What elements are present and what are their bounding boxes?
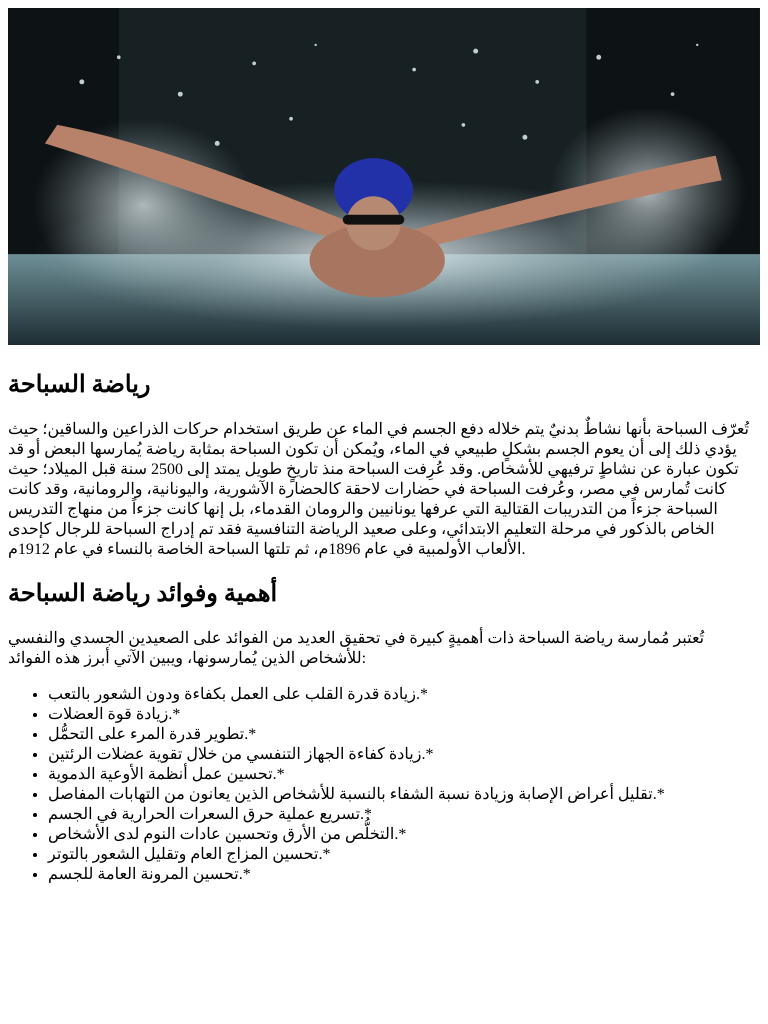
benefits-list [8, 684, 760, 884]
bullet-star: * [364, 805, 373, 823]
list-item: • تسريع عملية حرق السعرات الحرارية في الجسم.* [48, 804, 760, 824]
bullet-star: * [172, 705, 181, 723]
bullet-star: * [242, 865, 251, 883]
list-item: • تحسين عمل أنظمة الأوعية الدموية.* [48, 764, 760, 784]
list-item: • التخلُّص من الأرق وتحسين عادات النوم لدى الأشخاص.* [48, 824, 760, 844]
bullet-star: * [425, 745, 434, 763]
list-item: • تقليل أعراض الإصابة وزيادة نسبة الشفاء بالنسبة للأشخاص الذين يعانون من التهابات المفاصل.* [48, 784, 760, 804]
document-page [8, 8, 760, 884]
section-title-swimming: رياضة السباحة [8, 372, 151, 399]
bullet-star: * [276, 765, 285, 783]
bullet-star: * [656, 785, 665, 803]
bullet-star: * [419, 685, 428, 703]
swimming-description: تُعرّف السباحة بأنها نشاطٌ بدنيٌ يتم خلاله دفع الجسم في الماء عن طريق استخدام حركات الذراعين والساقين؛ حيث يؤدي ذلك إلى أن يعوم الجسم بشكلٍ طبيعي في الماء، ويُمكن أن تكون السباحة بمثابة رياضة يُمارسها البعض أو قد تكون عبارة عن نشاطٍ ترفيهي للأشخاص. وقد عُرِفت السباحة منذ تاريخٍ طويل يمتد إلى 2500 سنة قبل الميلاد؛ حيث كانت تُمارس في مصر، وعُرفت السباحة في حضارات لاحقة كالحضارة الآشورية، واليونانية، والرومانية، وقد كانت السباحة جزءاً من التدريبات القتالية التي عرفها يونانيين والرومان القدماء، بل إنها كانت جزءاً من منهاج التدريس الخاص بالذكور في مرحلة التعليم الابتدائي، وعلى صعيد الرياضة التنافسية فقد تم إدراج السباحة للرجال كإحدى الألعاب الأولمبية في عام 1896م، ثم تلتها السباحة الخاصة بالنساء في عام 1912م. [8, 421, 749, 559]
list-item: • زيادة قوة العضلات.* [48, 704, 760, 724]
list-item: • تحسين المزاج العام وتقليل الشعور بالتوتر.* [48, 844, 760, 864]
section-title-benefits: أهمية وفوائد رياضة السباحة [8, 580, 278, 607]
list-item: • تحسين المرونة العامة للجسم.* [48, 864, 760, 884]
benefits-intro: تُعتبر مُمارسة رياضة السباحة ذات أهميةٍ كبيرة في تحقيق العديد من الفوائد على الصعيدين الجسدي والنفسي للأشخاص الذين يُمارسونها، ويبين الآتي أبرز هذه الفوائد: [8, 629, 705, 667]
list-item: • تطوير قدرة المرء على التحمُّل.* [48, 724, 760, 744]
list-item: • زيادة قدرة القلب على العمل بكفاءة ودون الشعور بالتعب.* [48, 684, 760, 704]
bullet-star: * [322, 845, 331, 863]
swimmer-illustration [8, 8, 760, 345]
list-item: • زيادة كفاءة الجهاز التنفسي من خلال تقوية عضلات الرئتين.* [48, 744, 760, 764]
bullet-star: * [248, 725, 257, 743]
swimmer-photo [8, 8, 760, 350]
bullet-star: * [398, 825, 407, 843]
